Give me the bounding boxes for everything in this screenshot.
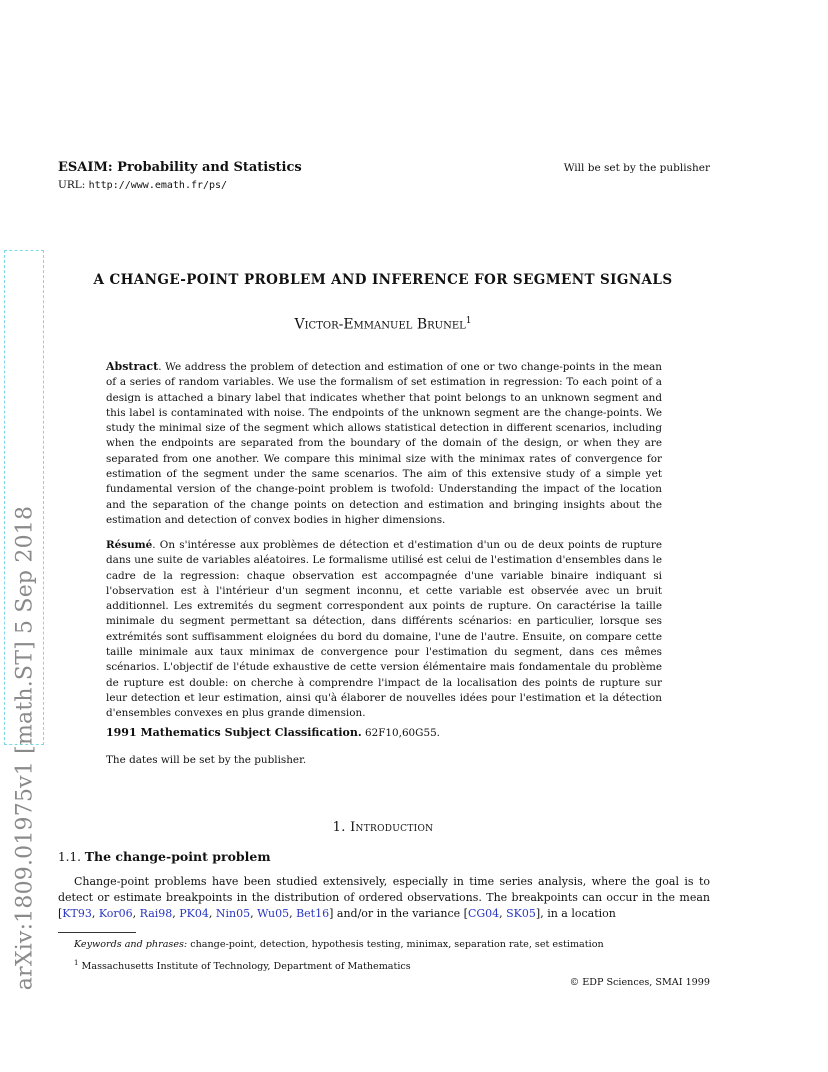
msc-label: 1991 Mathematics Subject Classification. — [106, 726, 362, 739]
abstract-text: . We address the problem of detection and estimation of one or two change-points in the mean of a series of random variables. We use the formalism of set estimation in regression: To each point of a design is attached a binary label that indicates whether that point belongs to an unknown segment and this label is contaminated with noise. The endpoints of the unknown segment are the change-points. We study the minimal size of the segment which allows statistical detection in different scenarios, including when the endpoints are separated from the boundary of the domain of the design, or when they are separated from one another. We compare this minimal size with the minimax rates of convergence for estimation of the segment under the same scenarios. The aim of this extensive study of a simple yet fundamental version of the change-point problem is twofold: Understanding the impact of the location and the separation of the change points on detection and estimation and bringing insights about the estimation and detection of convex bodies in higher dimensions. — [106, 361, 662, 526]
keywords-label: Keywords and phrases: — [74, 939, 188, 950]
cite-list-variance: CG04, SK05 — [467, 907, 536, 920]
author-affiliation-mark: 1 — [465, 316, 472, 326]
msc-classification — [106, 726, 662, 739]
section-title: Introduction — [350, 820, 434, 835]
affiliation-text: Massachusetts Institute of Technology, Department of Mathematics — [81, 961, 411, 973]
resume — [106, 538, 662, 722]
citation-link[interactable]: KT93 — [62, 907, 92, 920]
resume-label: Résumé — [106, 539, 153, 551]
journal-name: ESAIM: Probability and Statistics — [58, 160, 302, 175]
abstract — [106, 359, 662, 528]
citation-link[interactable]: Bet16 — [296, 907, 330, 920]
affiliation-footnote-mark: 1 — [74, 959, 79, 967]
subsection-heading — [58, 849, 271, 864]
keywords-footnote — [74, 939, 604, 950]
citation-link[interactable]: Kor06 — [98, 907, 133, 920]
keywords-text: change-point, detection, hypothesis testing, minimax, separation rate, set estimation — [190, 939, 604, 950]
dates-note: The dates will be set by the publisher. — [106, 754, 307, 766]
body-part3: ], in a location — [535, 907, 616, 920]
copyright-notice: © EDP Sciences, SMAI 1999 — [569, 977, 710, 988]
body-part1: Change-point problems have been studied extensively, especially in time series analysis, where the goal is to detect or estimate breakpoints in the distribution of ordered observations. The breakpoints can occur in the mean [ — [58, 875, 710, 920]
msc-value: 62F10,60G55. — [364, 727, 440, 739]
url-label: URL: — [58, 179, 86, 191]
section-heading — [58, 820, 708, 835]
resume-text: . On s'intéresse aux problèmes de détection et d'estimation d'un ou de deux points de rupture dans une suite de variables aléatoires. Le formalisme utilisé est celui de l'estimation d'ensembles dans le cadre de la regression: chaque observation est accompagnée d'une variable binaire indiquant si l'observation est à l'intérieur d'un segment inconnu, et cette variable est observée avec un bruit additionnel. Les extremités du segment correspondent aux points de rupture. On caractérise la taille minimale du segment permettant sa détection, dans différents scénarios: en particulier, lorsque ses extrémités sont suffisamment eloignées du bord du domaine, l'une de l'autre. Ensuite, on compare cette taille minimale aux taux minimax de convergence pour l'estimation du segment, dans ces mêmes scénarios. L'objectif de l'étude exhaustive de cette version élémentaire mais fondamentale du problème de rupture est double: on cherche à comprendre l'impact de la localisation des points de rupture sur leur detection et leur estimation, ainsi qu'à élaborer de nouvelles idées pour l'estimation et la détection d'ensembles convexes en plus grande dimension. — [106, 539, 662, 720]
abstract-label: Abstract — [106, 360, 159, 373]
author-name: Victor-Emmanuel Brunel — [294, 316, 466, 333]
body-paragraph — [58, 874, 710, 922]
arxiv-stamp-box — [4, 250, 44, 991]
affiliation-footnote — [74, 959, 411, 972]
journal-url — [58, 179, 227, 191]
url-link[interactable]: http://www.emath.fr/ps/ — [88, 180, 228, 191]
citation-link[interactable]: Wu05 — [257, 907, 290, 920]
author — [58, 316, 708, 333]
citation-link[interactable]: PK04 — [179, 907, 209, 920]
citation-link[interactable]: Nin05 — [215, 907, 251, 920]
publisher-note: Will be set by the publisher — [563, 162, 710, 174]
subsection-number: 1.1. — [58, 850, 81, 864]
citation-link[interactable]: CG04 — [467, 907, 500, 920]
body-part2: ] and/or in the variance [ — [329, 907, 468, 920]
section-number: 1. — [332, 820, 346, 835]
footnote-rule — [58, 932, 136, 933]
paper-title: A CHANGE-POINT PROBLEM AND INFERENCE FOR SEGMENT SIGNALS — [93, 272, 673, 288]
citation-link[interactable]: Rai98 — [139, 907, 173, 920]
arxiv-stamp[interactable]: arXiv:1809.01975v1 [math.ST] 5 Sep 2018 — [12, 505, 38, 991]
citation-link[interactable]: SK05 — [506, 907, 536, 920]
subsection-title: The change-point problem — [84, 849, 271, 864]
cite-list-mean: KT93, Kor06, Rai98, PK04, Nin05, Wu05, Bet16 — [62, 907, 330, 920]
